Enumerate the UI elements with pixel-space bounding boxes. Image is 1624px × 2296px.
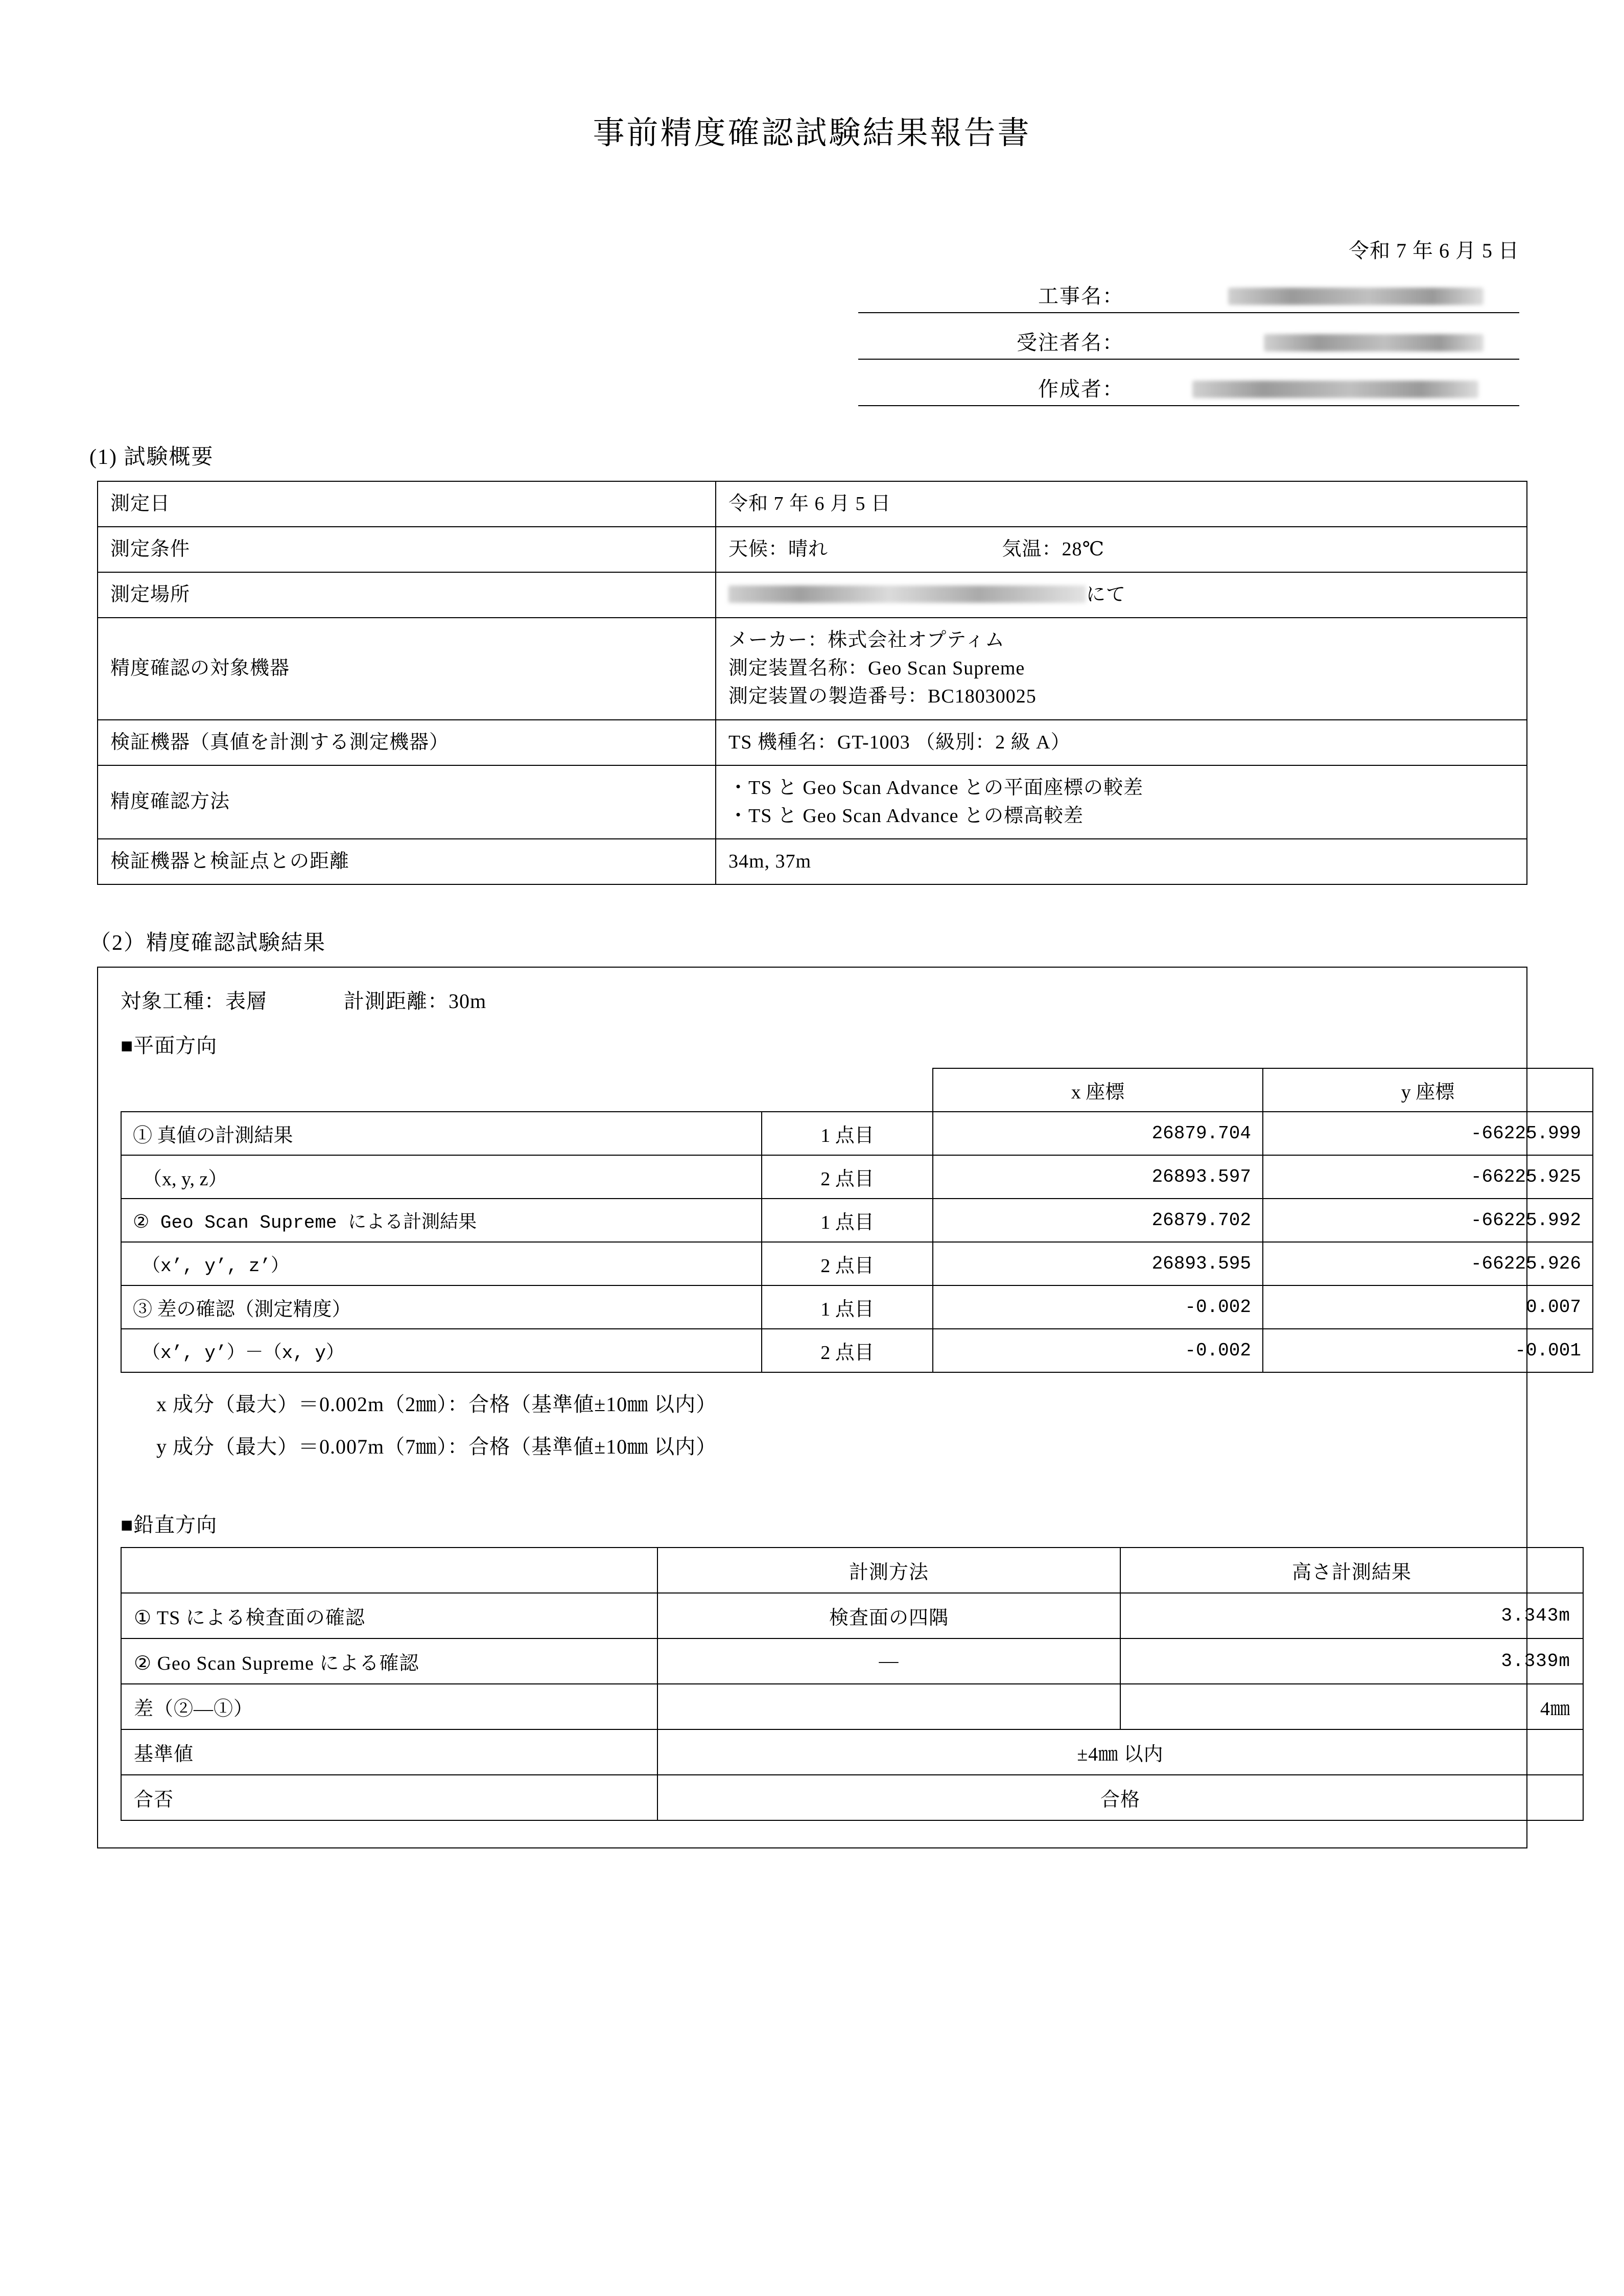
method-value: 検査面の四隅: [657, 1593, 1120, 1638]
y-component-note: y 成分（最大）＝0.007m（7㎜）：合格（基準値±10㎜ 以内）: [156, 1435, 717, 1458]
header-field-contractor: [858, 326, 1519, 360]
table-row: [98, 720, 1527, 765]
x-value: 26879.702: [933, 1199, 1263, 1242]
location-suffix: にて: [1086, 584, 1126, 606]
header-blank: [121, 1548, 657, 1593]
redaction-mark: [1228, 288, 1484, 305]
row-label: ② Geo Scan Supreme による確認: [121, 1638, 657, 1684]
row-value: [716, 618, 1527, 719]
page-title: 事前精度確認試験結果報告書: [593, 116, 1031, 151]
accuracy-results-box: [97, 967, 1581, 1848]
row-label: 合否: [121, 1775, 657, 1820]
row-label: 差（②―①）: [121, 1684, 657, 1729]
header-field-author: [858, 373, 1519, 406]
row-value: 令和 7 年 6 月 5 日: [716, 481, 1527, 527]
table-row: [121, 1638, 1583, 1684]
y-value: -66225.992: [1263, 1199, 1593, 1242]
judgement-value: 合格: [657, 1775, 1583, 1820]
header-field-project-value: [1131, 284, 1519, 313]
table-row: [121, 1242, 1593, 1285]
row-value: TS 機種名：GT-1003 （級別：2 級 A）: [716, 720, 1527, 765]
table-row: [121, 1112, 1593, 1155]
method-line-2: ・TS と Geo Scan Advance との標高較差: [728, 805, 1084, 827]
header-blank-1: [121, 1068, 762, 1112]
point-label: 1 点目: [762, 1112, 933, 1155]
table-row: [98, 572, 1527, 618]
temperature-value: 気温：28℃: [1002, 538, 1105, 560]
header-field-contractor-value: [1131, 330, 1519, 360]
result-value: 4㎜: [1120, 1684, 1583, 1729]
plane-section-heading: ■平面方向: [121, 1034, 218, 1057]
row-label: 測定条件: [98, 527, 716, 572]
device-name: 測定装置名称：Geo Scan Supreme: [728, 658, 1025, 680]
x-value: -0.002: [933, 1285, 1263, 1329]
table-row: [98, 839, 1527, 884]
row-label: 精度確認の対象機器: [98, 618, 716, 719]
header-field-project: [858, 280, 1519, 313]
row-value: [716, 572, 1527, 618]
header-field-author-label: 作成者：: [858, 373, 1131, 406]
redaction-mark: [1264, 334, 1484, 352]
y-value: 0.007: [1263, 1285, 1593, 1329]
vertical-results-table: [121, 1547, 1584, 1821]
section1-heading: (1) 試験概要: [89, 446, 214, 469]
result-value: 3.339m: [1120, 1638, 1583, 1684]
y-value: -66225.925: [1263, 1155, 1593, 1199]
table-row: [98, 481, 1527, 527]
x-value: 26893.597: [933, 1155, 1263, 1199]
header-height-result: 高さ計測結果: [1120, 1548, 1583, 1593]
x-value: 26879.704: [933, 1112, 1263, 1155]
y-value: -0.001: [1263, 1329, 1593, 1372]
row-label: ① 真値の計測結果: [121, 1112, 762, 1155]
header-fields: [0, 280, 1624, 406]
method-line-1: ・TS と Geo Scan Advance との平面座標の較差: [728, 777, 1143, 799]
row-value: [716, 765, 1527, 839]
method-value: [657, 1684, 1120, 1729]
header-method: 計測方法: [657, 1548, 1120, 1593]
table-row: [121, 1285, 1593, 1329]
point-label: 1 点目: [762, 1285, 933, 1329]
header-field-author-value: [1131, 377, 1519, 406]
test-overview-table: [97, 481, 1527, 885]
table-row: [121, 1199, 1593, 1242]
header-field-project-label: 工事名：: [858, 280, 1131, 313]
table-row: [98, 765, 1527, 839]
row-label: 基準値: [121, 1729, 657, 1775]
y-value: -66225.926: [1263, 1242, 1593, 1285]
table-row: [121, 1684, 1583, 1729]
x-component-note: x 成分（最大）＝0.002m（2㎜）：合格（基準値±10㎜ 以内）: [156, 1392, 717, 1416]
header-field-contractor-label: 受注者名：: [858, 326, 1131, 360]
row-label: ③ 差の確認（測定精度）: [121, 1285, 762, 1329]
header-y-coord: y 座標: [1263, 1068, 1593, 1112]
row-label: （x’, y’）－（x, y）: [121, 1329, 762, 1372]
table-row: [121, 1329, 1593, 1372]
header-x-coord: x 座標: [933, 1068, 1263, 1112]
table-row: [98, 618, 1527, 719]
header-blank-2: [762, 1068, 933, 1112]
plane-results-table: [121, 1068, 1593, 1373]
table-header-row: [121, 1548, 1583, 1593]
subject-line: [121, 985, 1504, 1014]
row-label: 検証機器（真値を計測する測定機器）: [98, 720, 716, 765]
point-label: 1 点目: [762, 1199, 933, 1242]
row-label: （x, y, z）: [121, 1155, 762, 1199]
x-value: -0.002: [933, 1329, 1263, 1372]
vertical-section-heading: ■鉛直方向: [121, 1513, 218, 1536]
point-label: 2 点目: [762, 1329, 933, 1372]
x-value: 26893.595: [933, 1242, 1263, 1285]
redaction-mark: [1192, 381, 1478, 398]
row-label: 精度確認方法: [98, 765, 716, 839]
y-value: -66225.999: [1263, 1112, 1593, 1155]
table-row: [98, 527, 1527, 572]
device-maker: メーカー：株式会社オプティム: [728, 629, 1005, 651]
row-label: 検証機器と検証点との距離: [98, 839, 716, 884]
table-row: [121, 1775, 1583, 1820]
table-row: [121, 1155, 1593, 1199]
result-value: 3.343m: [1120, 1593, 1583, 1638]
row-value: [716, 527, 1527, 572]
row-label: 測定場所: [98, 572, 716, 618]
document-date: 令和 7 年 6 月 5 日: [1349, 239, 1519, 262]
row-label: ① TS による検査面の確認: [121, 1593, 657, 1638]
standard-value: ±4㎜ 以内: [657, 1729, 1583, 1775]
measure-distance: 計測距離：30m: [344, 989, 487, 1013]
point-label: 2 点目: [762, 1155, 933, 1199]
point-label: 2 点目: [762, 1242, 933, 1285]
method-value: ―: [657, 1638, 1120, 1684]
table-row: [121, 1593, 1583, 1638]
row-label: 測定日: [98, 481, 716, 527]
table-row: [121, 1729, 1583, 1775]
table-header-row: [121, 1068, 1593, 1112]
device-serial: 測定装置の製造番号：BC18030025: [728, 686, 1037, 708]
section2-heading: （2）精度確認試験結果: [89, 931, 326, 955]
redaction-mark: [728, 585, 1086, 603]
row-label: ② Geo Scan Supreme による計測結果: [121, 1199, 762, 1242]
row-label: （x’, y’, z’）: [121, 1242, 762, 1285]
row-value: 34m, 37m: [716, 839, 1527, 884]
weather-value: 天候：晴れ: [728, 538, 829, 560]
subject-type: 対象工種：表層: [121, 989, 267, 1013]
